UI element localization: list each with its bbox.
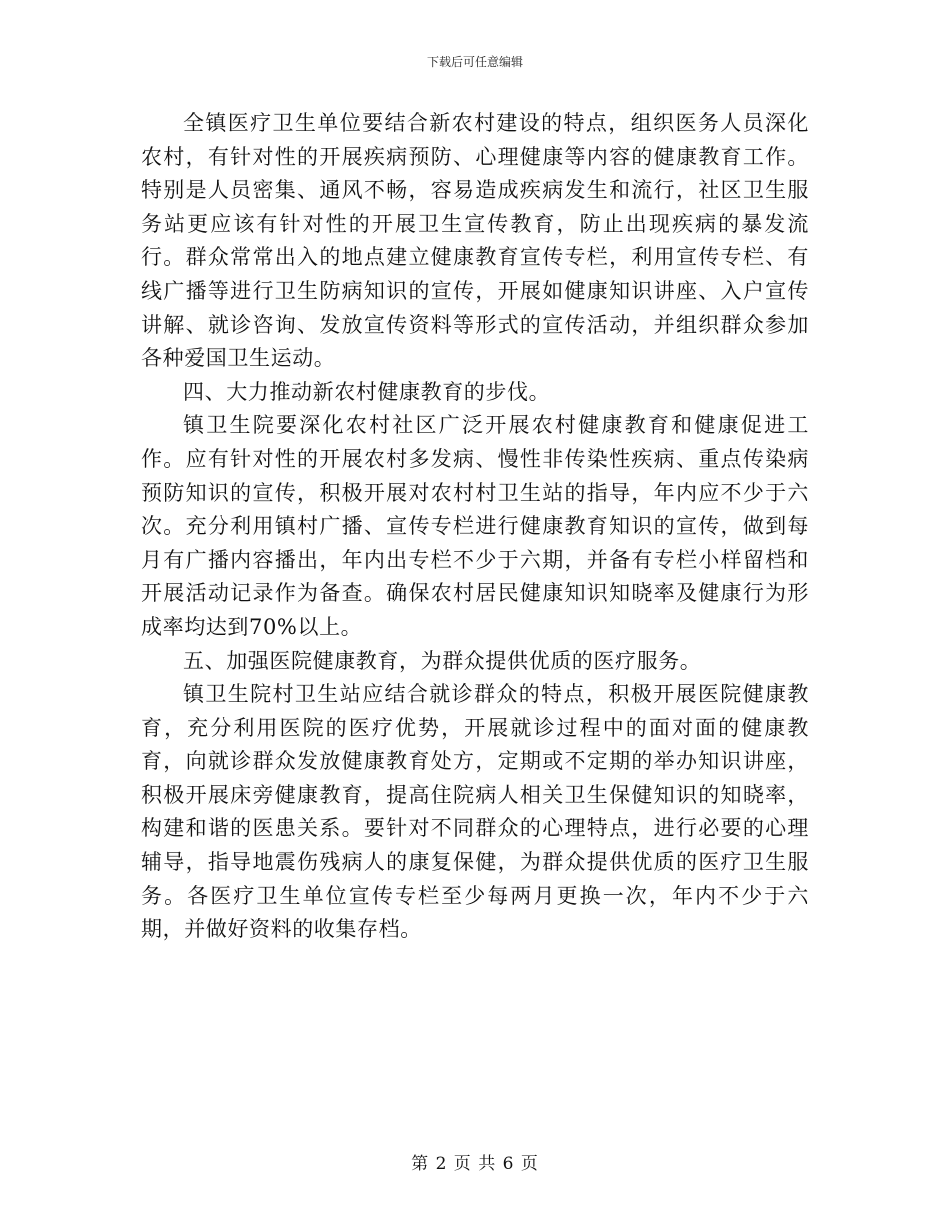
section-heading-five: 五、加强医院健康教育，为群众提供优质的医疗服务。 xyxy=(183,648,702,673)
header-note: 下载后可任意编辑 xyxy=(426,55,523,69)
page-number-footer: 第 2 页 共 6 页 xyxy=(411,1154,539,1174)
section-heading-four: 四、大力推动新农村健康教育的步伐。 xyxy=(183,379,551,404)
paragraph-rural-health-education: 镇卫生院要深化农村社区广泛开展农村健康教育和健康促进工作。应有针对性的开展农村多发病、慢性非传染性疾病、重点传染病预防知识的宣传，积极开展对农村村卫生站的指导，年内应不少于六次。充分利用镇村广播、宣传专栏进行健康教育知识的宣传，做到每月有广播内容播出，年内出专栏不少于六期，并备有专栏小样留档和开展活动记录作为备查。确保农村居民健康知识知晓率及健康行为形成率均达到70%以上。 xyxy=(141,413,809,639)
paragraph-health-education-work: 全镇医疗卫生单位要结合新农村建设的特点，组织医务人员深化农村，有针对性的开展疾病预防、心理健康等内容的健康教育工作。特别是人员密集、通风不畅，容易造成疾病发生和流行，社区卫生服务站更应该有针对性的开展卫生宣传教育，防止出现疾病的暴发流行。群众常常出入的地点建立健康教育宣传专栏，利用宣传专栏、有线广播等进行卫生防病知识的宣传，开展如健康知识讲座、入户宣传讲解、就诊咨询、发放宣传资料等形式的宣传活动，并组织群众参加各种爱国卫生运动。 xyxy=(141,111,809,371)
document-body xyxy=(141,107,809,947)
paragraph-hospital-health-education: 镇卫生院村卫生站应结合就诊群众的特点，积极开展医院健康教育，充分利用医院的医疗优势，开展就诊过程中的面对面的健康教育，向就诊群众发放健康教育处方，定期或不定期的举办知识讲座，积极开展床旁健康教育，提高住院病人相关卫生保健知识的知晓率，构建和谐的医患关系。要针对不同群众的心理特点，进行必要的心理辅导，指导地震伤残病人的康复保健，为群众提供优质的医疗卫生服务。各医疗卫生单位宣传专栏至少每两月更换一次，年内不少于六期，并做好资料的收集存档。 xyxy=(141,682,809,942)
